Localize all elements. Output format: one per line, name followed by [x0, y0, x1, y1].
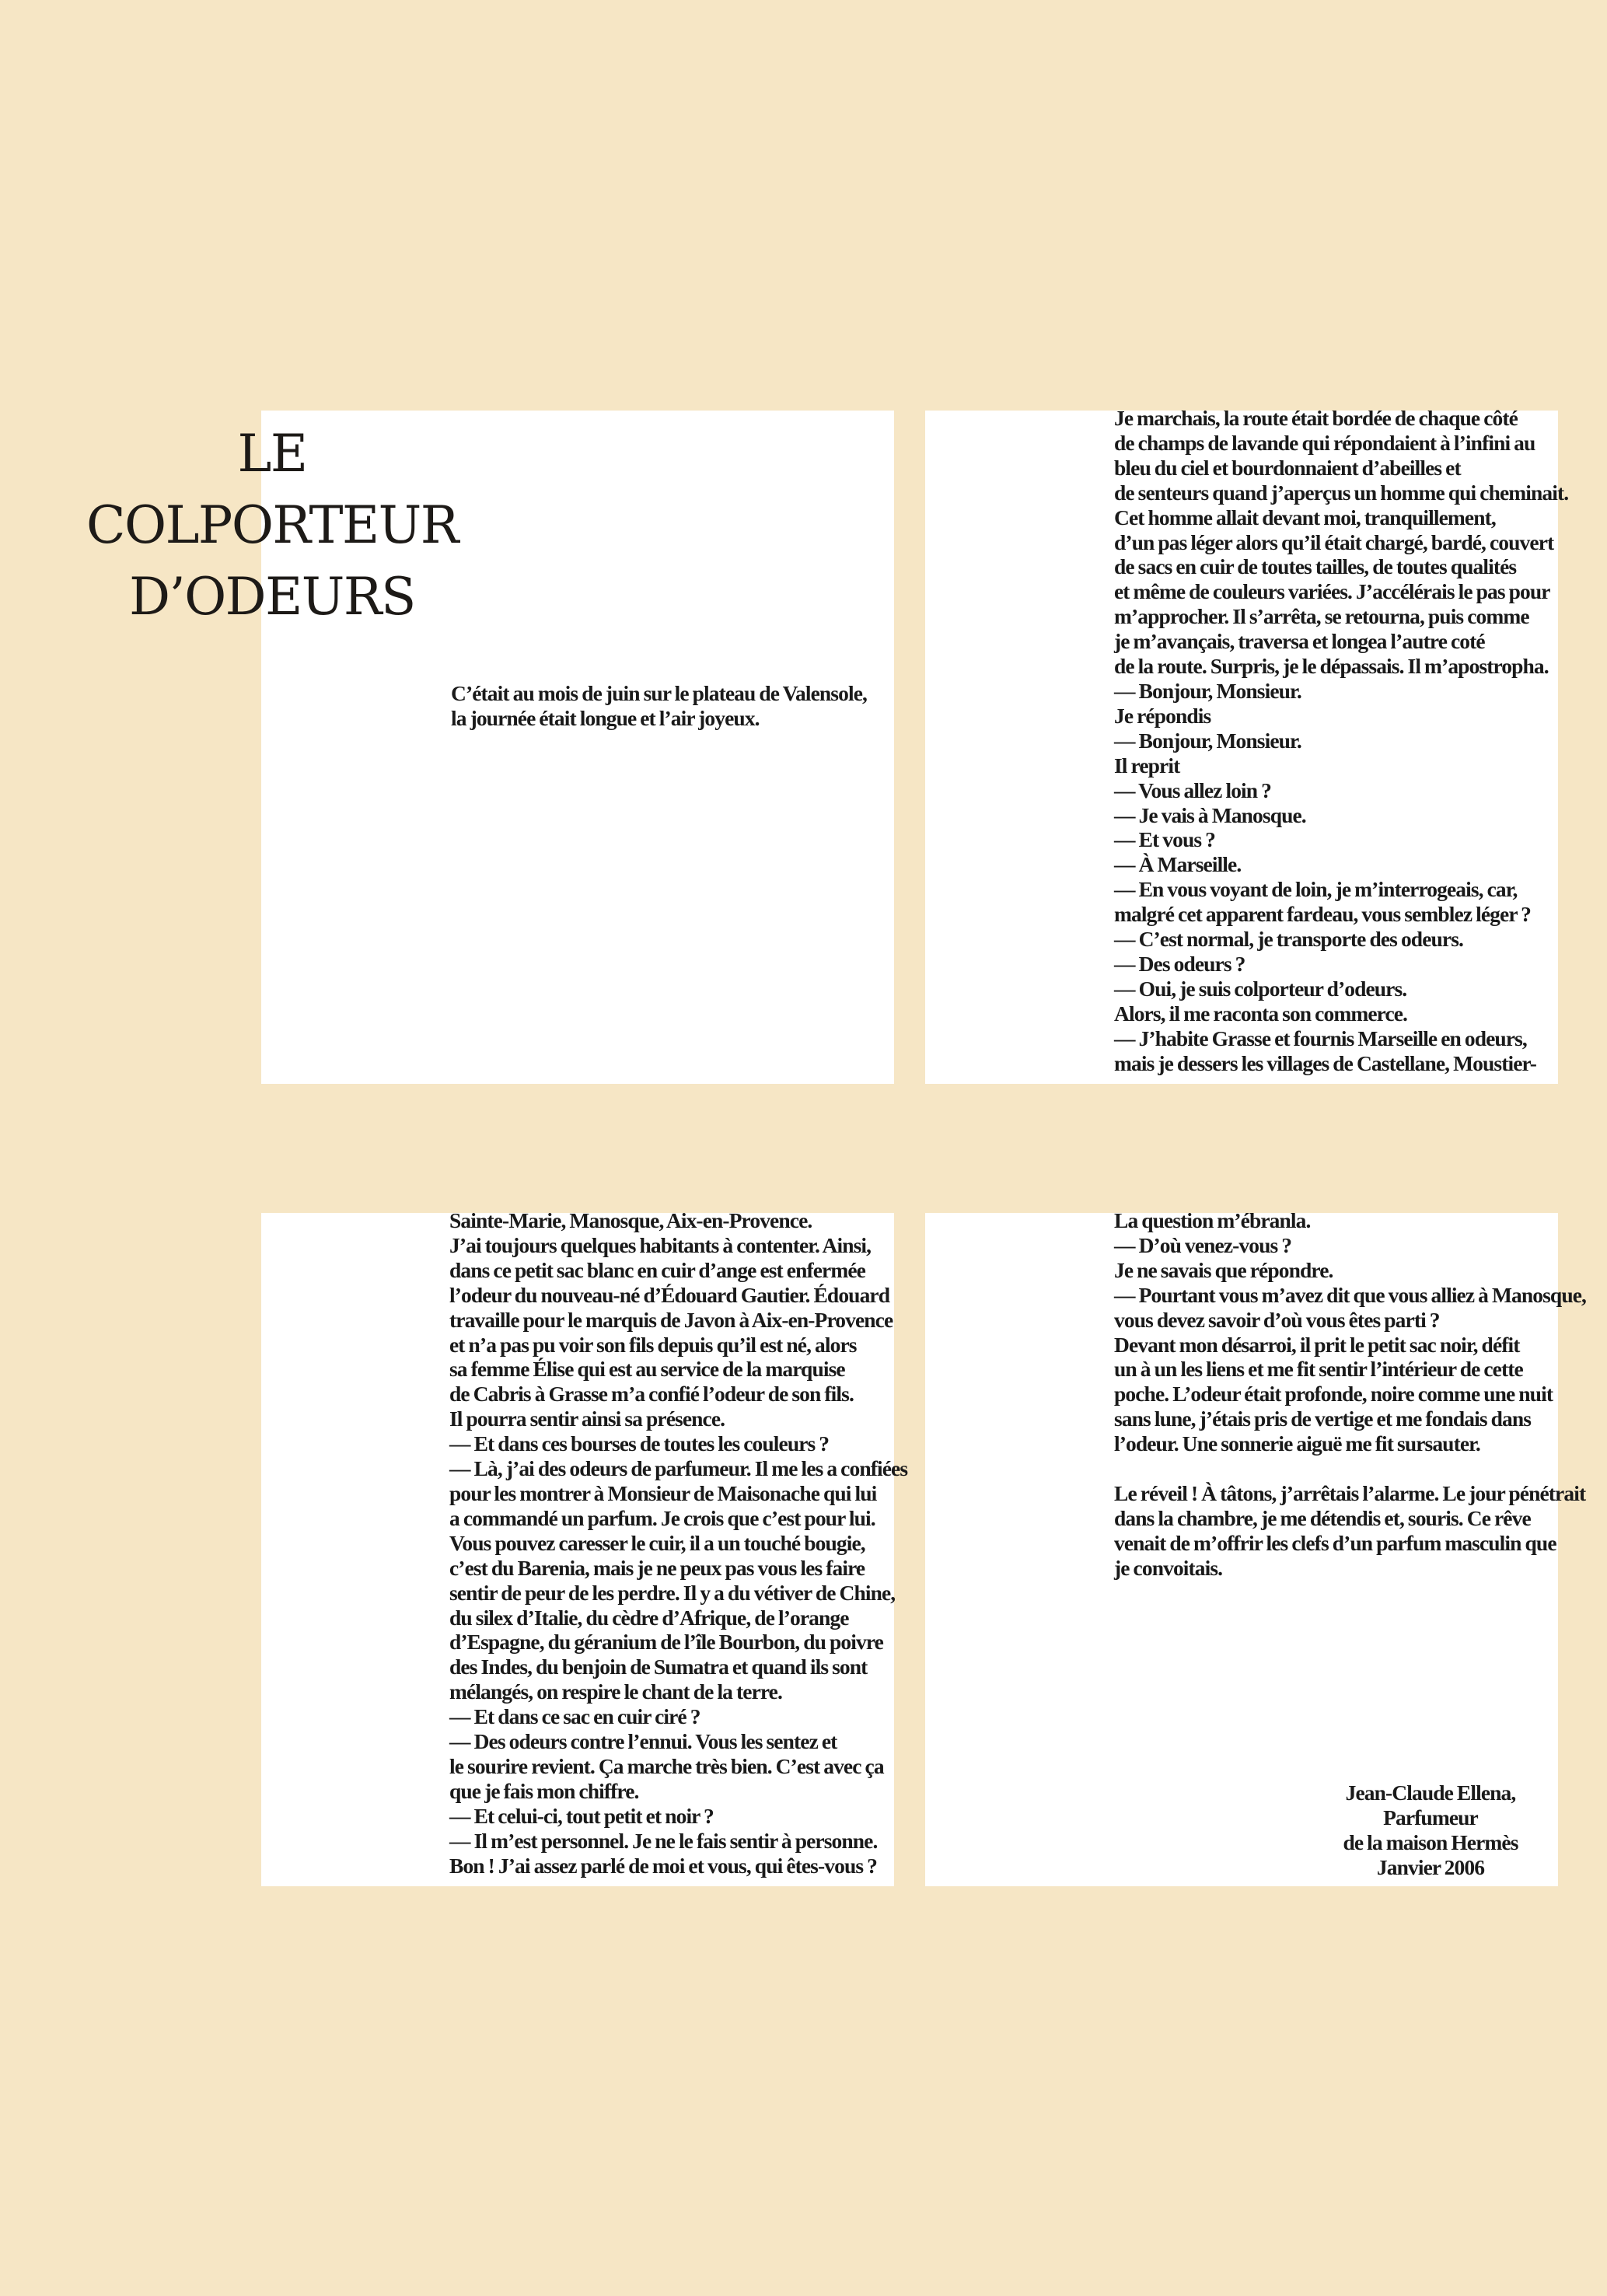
text-line: mélangés, on respire le chant de la terre. [449, 1679, 782, 1704]
text-line: — Et vous ? [1114, 827, 1215, 852]
title-line-1: LE [237, 424, 307, 484]
text-line: Je ne savais que répondre. [1114, 1257, 1333, 1282]
text-line: sans lune, j’étais pris de vertige et me fondais dans [1114, 1407, 1532, 1431]
intro-paragraph [451, 681, 867, 731]
text-line: et même de couleurs variées. J’accélérais le pas pour [1114, 579, 1550, 604]
text-line: poche. L’odeur était profonde, noire comme une nuit [1114, 1382, 1553, 1407]
signature-block [1322, 1781, 1539, 1880]
text-line: Le réveil ! À tâtons, j’arrêtais l’alarme. Le jour pénétrait [1114, 1480, 1586, 1505]
text-line: — C’est normal, je transporte des odeurs. [1114, 927, 1463, 952]
text-line: Bon ! J’ai assez parlé de moi et vous, qui êtes-vous ? [449, 1853, 877, 1878]
text-line: sa femme Élise qui est au service de la marquise [449, 1357, 845, 1382]
text-line: du silex d’Italie, du cèdre d’Afrique, de l’orange [449, 1605, 849, 1630]
text-line: sentir de peur de les perdre. Il y a du vétiver de Chine, [449, 1580, 896, 1605]
text-line: venait de m’offrir les clefs d’un parfum masculin que [1114, 1530, 1556, 1555]
text-line: d’un pas léger alors qu’il était chargé, bardé, couvert [1114, 529, 1554, 554]
text-line: des Indes, du benjoin de Sumatra et quand ils sont [449, 1655, 868, 1679]
text-line: — Vous allez loin ? [1114, 778, 1272, 802]
text-line: — En vous voyant de loin, je m’interrogeais, car, [1114, 877, 1518, 902]
text-line: de champs de lavande qui répondaient à l’infini au [1114, 430, 1535, 455]
signature-date: Janvier 2006 [1376, 1854, 1485, 1879]
text-line: — Et celui-ci, tout petit et noir ? [449, 1803, 714, 1828]
text-line: — Bonjour, Monsieur. [1114, 728, 1301, 753]
text-line: et n’a pas pu voir son fils depuis qu’il est né, alors [449, 1332, 857, 1357]
text-line: dans la chambre, je me détendis et, souris. Ce rêve [1114, 1505, 1531, 1530]
text-line: un à un les liens et me fit sentir l’intérieur de cette [1114, 1357, 1523, 1382]
text-line: de sacs en cuir de toutes tailles, de toutes qualités [1114, 554, 1517, 579]
text-line: — Il m’est personnel. Je ne le fais sentir à personne. [449, 1828, 878, 1853]
text-line: de senteurs quand j’aperçus un homme qui cheminait. [1114, 480, 1569, 505]
text-line: que je fais mon chiffre. [449, 1778, 639, 1803]
text-line: — Bonjour, Monsieur. [1114, 678, 1301, 703]
paragraph-break [1114, 1456, 1586, 1481]
text-line: dans ce petit sac blanc en cuir d’ange est enfermée [449, 1257, 865, 1282]
text-line: mais je dessers les villages de Castellane, Moustier- [1114, 1050, 1537, 1075]
text-line: — Et dans ces bourses de toutes les couleurs ? [449, 1431, 830, 1456]
text-line: Vous pouvez caresser le cuir, il a un touché bougie, [449, 1530, 865, 1555]
text-line: de la route. Surpris, je le dépassais. Il m’apostropha. [1114, 654, 1549, 679]
story-column-3 [449, 1208, 907, 1878]
text-line: bleu du ciel et bourdonnaient d’abeilles et [1114, 455, 1461, 480]
title-line-2: COLPORTEUR [86, 495, 458, 555]
text-line: le sourire revient. Ça marche très bien. C’est avec ça [449, 1753, 884, 1778]
text-line: — Et dans ce sac en cuir ciré ? [449, 1704, 700, 1729]
text-line: C’était au mois de juin sur le plateau de Valensole, [451, 681, 867, 705]
text-line: m’approcher. Il s’arrêta, se retourna, puis comme [1114, 604, 1529, 629]
text-line: Je répondis [1114, 703, 1211, 728]
text-line: pour les montrer à Monsieur de Maisonache qui lui [449, 1480, 877, 1505]
text-line: l’odeur du nouveau-né d’Édouard Gautier. Édouard [449, 1282, 890, 1307]
title-line-3: D’ODEURS [129, 567, 415, 627]
text-line: — Là, j’ai des odeurs de parfumeur. Il me les a confiées [449, 1456, 908, 1481]
text-line: Devant mon désarroi, il prit le petit sac noir, défit [1114, 1332, 1520, 1357]
text-line: je convoitais. [1114, 1555, 1223, 1580]
text-line: travaille pour le marquis de Javon à Aix-en-Provence [449, 1307, 893, 1332]
text-line: — J’habite Grasse et fournis Marseille en odeurs, [1114, 1026, 1527, 1050]
text-line: La question m’ébranla. [1114, 1208, 1311, 1232]
text-line: vous devez savoir d’où vous êtes parti ? [1114, 1307, 1440, 1332]
text-line: Sainte-Marie, Manosque, Aix-en-Provence. [449, 1208, 812, 1232]
text-line: la journée était longue et l’air joyeux. [451, 705, 760, 730]
text-line: Il pourra sentir ainsi sa présence. [449, 1407, 725, 1431]
signature-name: Jean-Claude Ellena, [1345, 1781, 1516, 1805]
text-line: l’odeur. Une sonnerie aiguë me fit sursauter. [1114, 1431, 1480, 1456]
text-line: de Cabris à Grasse m’a confié l’odeur de son fils. [449, 1382, 854, 1407]
text-line: — Je vais à Manosque. [1114, 802, 1306, 827]
text-line: — Oui, je suis colporteur d’odeurs. [1114, 976, 1407, 1001]
page-title [78, 418, 466, 633]
story-column-2 [1114, 406, 1568, 1075]
text-line: d’Espagne, du géranium de l’île Bourbon, du poivre [449, 1630, 883, 1655]
text-line: Cet homme allait devant moi, tranquillement, [1114, 505, 1496, 529]
text-line: — À Marseille. [1114, 852, 1242, 877]
text-line: Je marchais, la route était bordée de chaque côté [1114, 406, 1518, 430]
text-line: Il reprit [1114, 753, 1180, 778]
text-line: Alors, il me raconta son commerce. [1114, 1001, 1408, 1026]
signature-role: Parfumeur [1383, 1805, 1478, 1829]
text-line: je m’avançais, traversa et longea l’autre coté [1114, 629, 1485, 654]
signature-house: de la maison Hermès [1343, 1829, 1518, 1854]
text-line: J’ai toujours quelques habitants à contenter. Ainsi, [449, 1232, 872, 1257]
story-column-4 [1114, 1208, 1586, 1581]
text-line: malgré cet apparent fardeau, vous semblez léger ? [1114, 902, 1531, 927]
text-line: a commandé un parfum. Je crois que c’est pour lui. [449, 1505, 875, 1530]
text-line: c’est du Barenia, mais je ne peux pas vous les faire [449, 1555, 865, 1580]
text-line: — D’où venez-vous ? [1114, 1232, 1292, 1257]
text-line: — Des odeurs contre l’ennui. Vous les sentez et [449, 1729, 837, 1754]
text-line: — Des odeurs ? [1114, 951, 1245, 976]
text-line: — Pourtant vous m’avez dit que vous alliez à Manosque, [1114, 1282, 1586, 1307]
